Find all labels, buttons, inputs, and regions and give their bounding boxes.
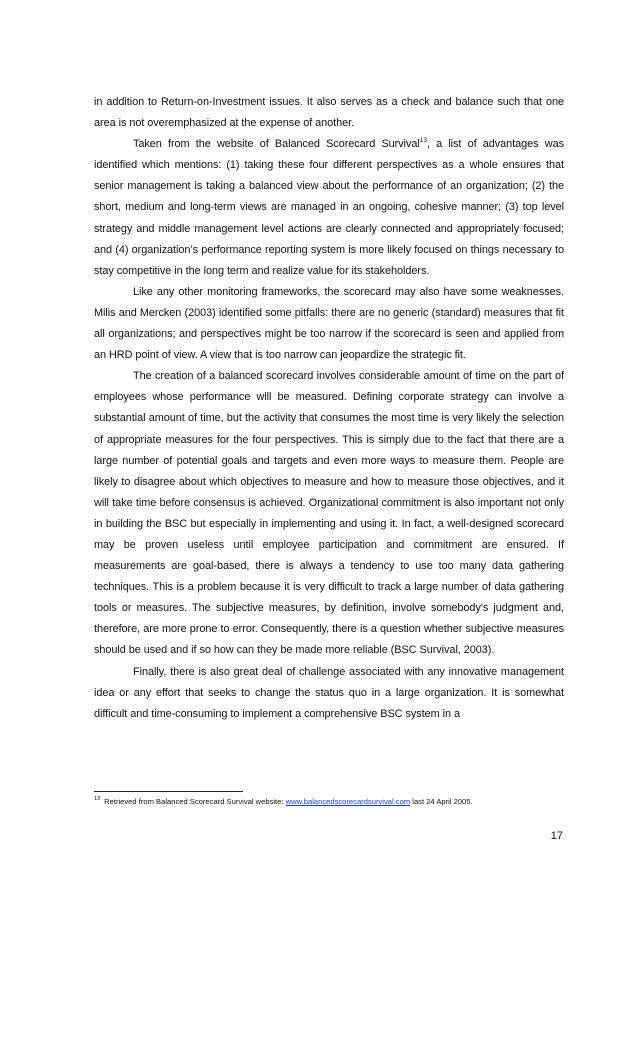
footnote-link[interactable]: www.balancedscorecardsurvival.com — [285, 797, 411, 806]
footnote-13 — [94, 796, 564, 807]
footnote-text-end: last 24 April 2005. — [410, 797, 473, 806]
paragraph-5: Finally, there is also great deal of challenge associated with any innovative management idea or any effort that seeks to change the status quo in a large organization. It is somewhat difficult and time-consuming to implement a comprehensive BSC system in a — [94, 665, 564, 720]
footnote-text-start: Retrieved from Balanced Scorecard Survival website: — [104, 797, 286, 806]
footnote-separator — [94, 791, 243, 792]
paragraph-2-start: Taken from the website of Balanced Scorecard Survival — [133, 138, 420, 151]
paragraph-2 — [94, 134, 564, 282]
footnote-reference-13[interactable]: 13 — [419, 136, 427, 144]
page-number: 17 — [550, 830, 563, 842]
paragraph-1: in addition to Return-on-Investment issues. It also serves as a check and balance such that one area is not overemphasized at the expense of another. — [94, 96, 564, 130]
footnote-number: 13 — [94, 796, 101, 803]
paragraph-2-rest: , a list of advantages was identified which mentions: (1) taking these four different perspectives as a whole ensures that senior management is taking a balanced view about the performance of an organization; (2) the short, medium and long-term views are managed in an ongoing, cohesive manner; (3) top level strategy and middle management level actions are clearly connected and appropriately focused; and (4) organization’s performance reporting system is more likely focused on things necessary to stay competitive in the long term and realize value for its stakeholders. — [94, 138, 564, 277]
paragraph-3: Like any other monitoring frameworks, the scorecard may also have some weaknesses. Milis and Mercken (2003) identified some pitfalls: there are no generic (standard) measures that fit all organizations; and perspectives might be too narrow if the scorecard is seen and applied from an HRD point of view. A view that is too narrow can jeopardize the strategic fit. — [94, 285, 564, 362]
paragraph-4: The creation of a balanced scorecard involves considerable amount of time on the part of employees whose performance will be measured. Defining corporate strategy can involve a substantial amount of time, but the activity that consumes the most time is very likely the selection of appropriate measures for the four perspectives. This is simply due to the fact that there are a large number of potential goals and targets and even more ways to measure them. People are likely to disagree about which objectives to measure and how to measure those objectives, and it will take time before consensus is achieved. Organizational commitment is also important not only in building the BSC but especially in implementing and using it. In fact, a well-designed scorecard may be proven useless until employee participation and commitment are ensured. If measurements are goal-based, there is always a tendency to use too many data gathering techniques. This is a problem because it is very difficult to track a large number of data gathering tools or measures. The subjective measures, by definition, involve somebody's judgment and, therefore, are more prone to error. Consequently, there is a question whether subjective measures should be used and if so how can they be made more reliable (BSC Survival, 2003). — [94, 370, 564, 657]
body-text — [94, 92, 564, 725]
